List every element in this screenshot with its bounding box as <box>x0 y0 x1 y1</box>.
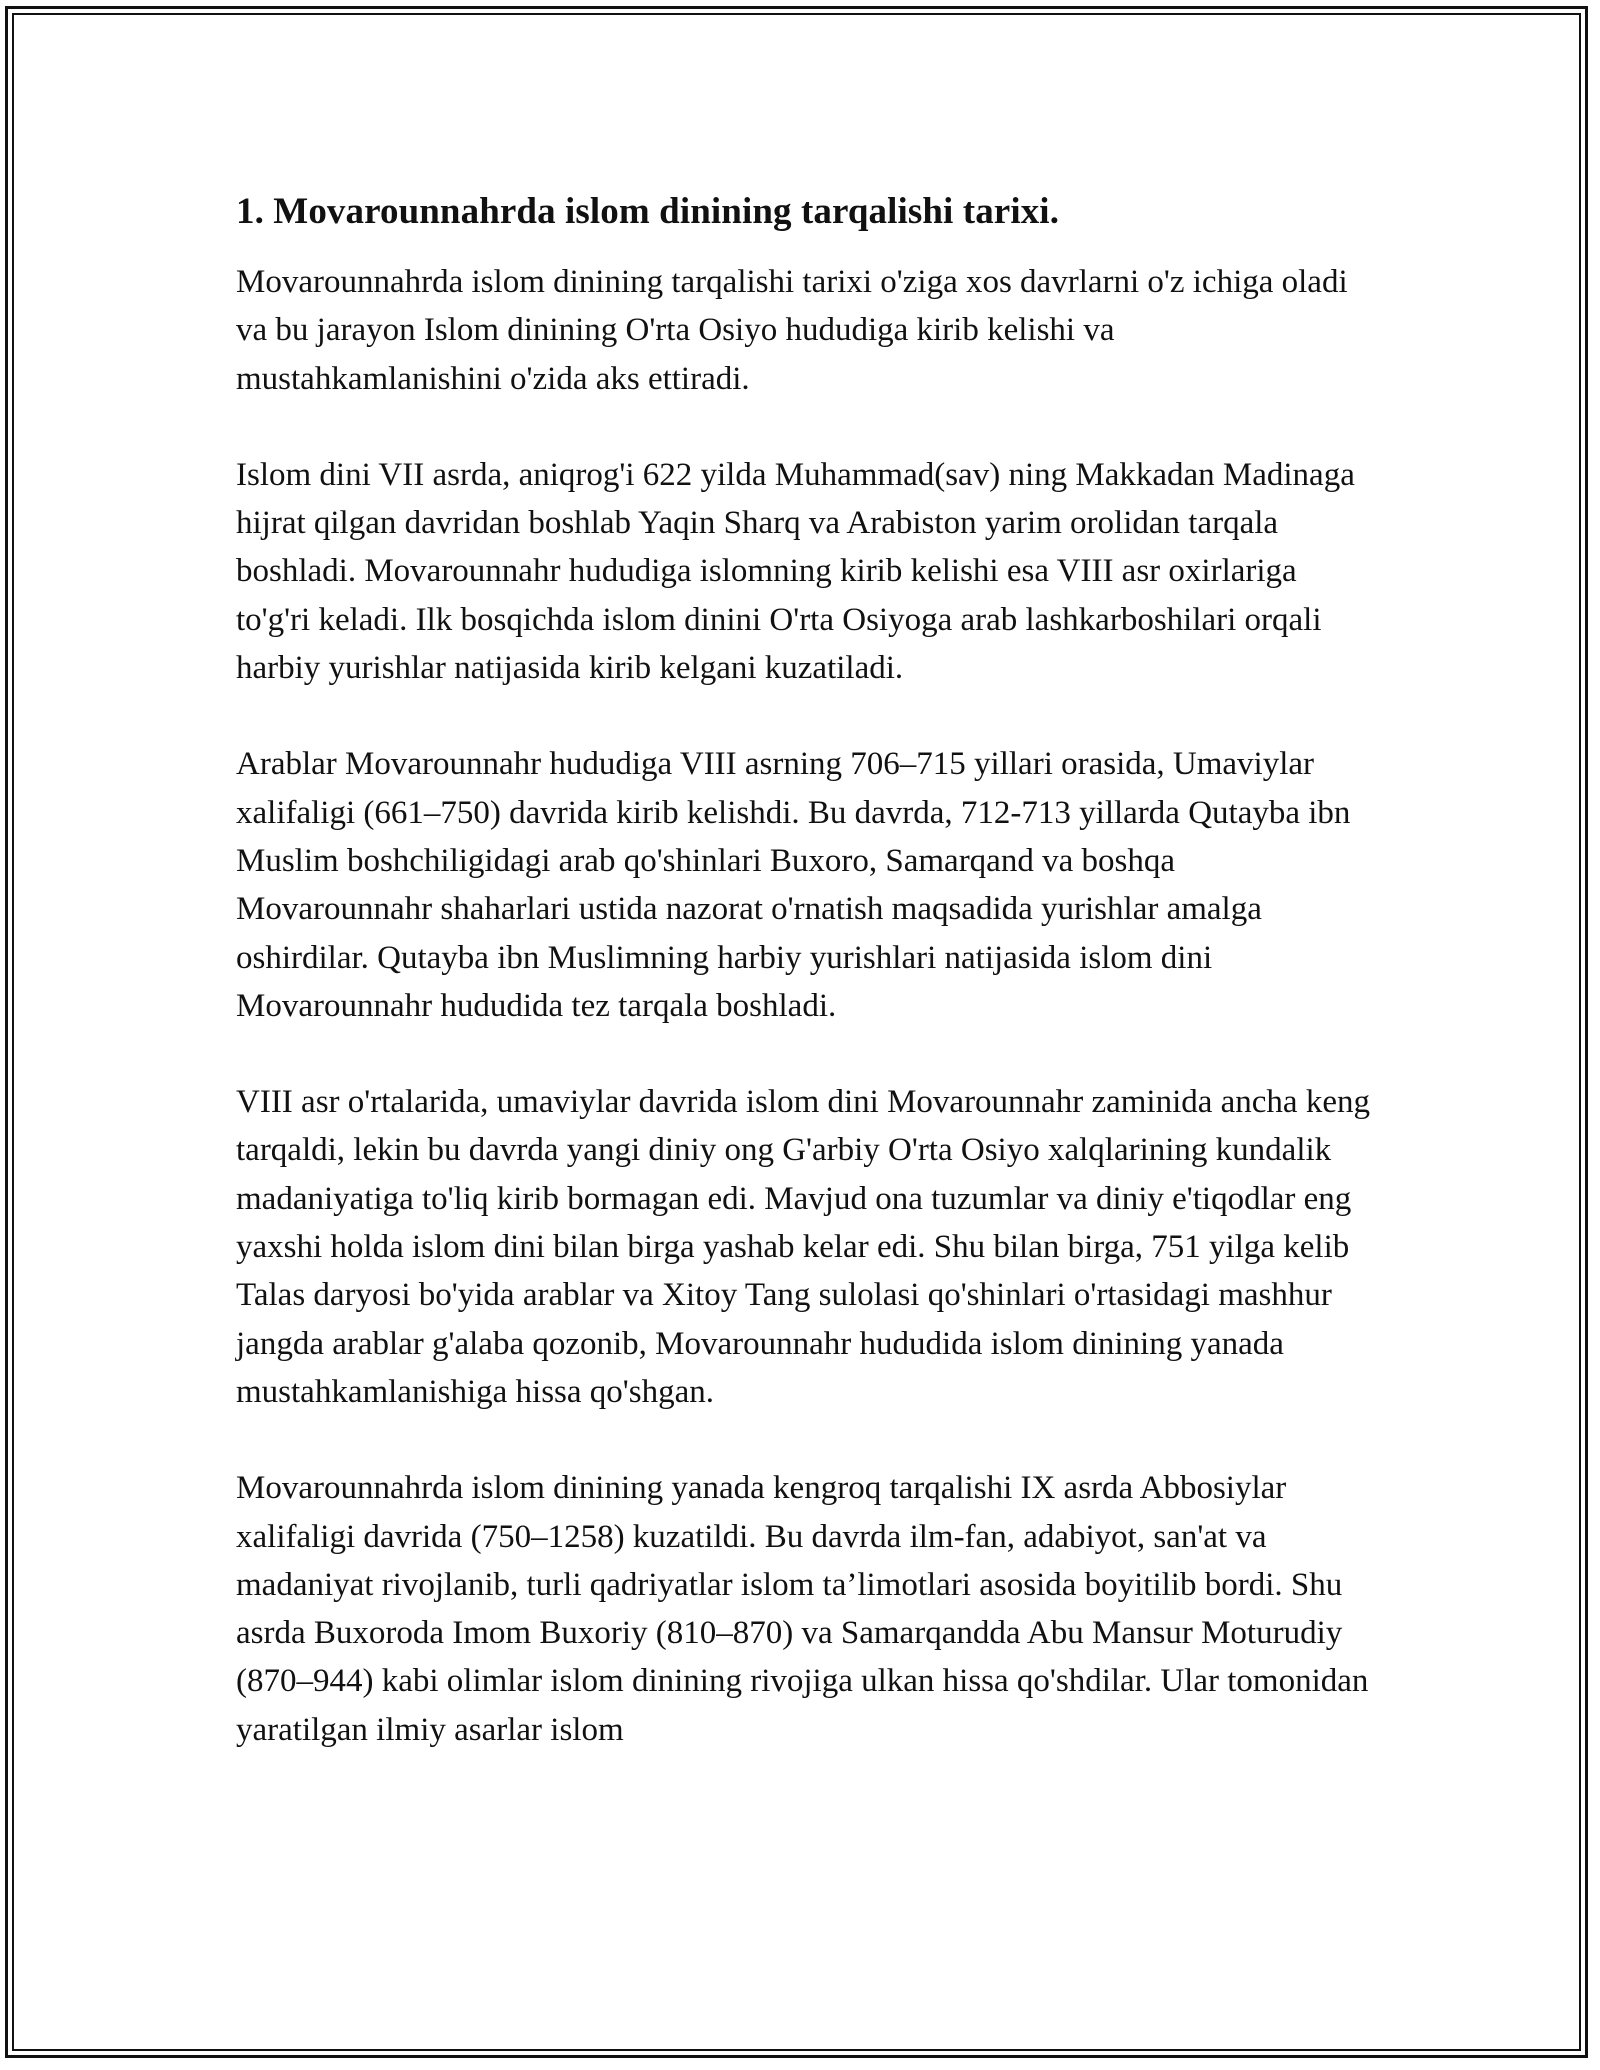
paragraph-abbasid-period: Movarounnahrda islom dinining yanada kengroq tarqalishi IX asrda Abbosiylar xalifaligi davrida (750–1258) kuzatildi. Bu davrda ilm-fan, adabiyot, san'at va madaniyat rivojlanib, turli qadriyatlar islom ta’limotlari asosida boyitilib bordi. Shu asrda Buxoroda Imom Buxoriy (810–870) va Samarqandda Abu Mansur Moturudiy (870–944) kabi olimlar islom dinining rivojiga ulkan hissa qo'shdilar. Ular tomonidan yaratilgan ilmiy asarlar islom <box>236 1470 1369 1748</box>
paragraph-umayyad-period: VIII asr o'rtalarida, umaviylar davrida islom dini Movarounnahr zaminida ancha keng tarqaldi, lekin bu davrda yangi diniy ong G'arbiy O'rta Osiyo xalqlarining kundalik madaniyatiga to'liq kirib bormagan edi. Mavjud ona tuzumlar va diniy e'tiqodlar eng yaxshi holda islom dini bilan birga yashab kelar edi. Shu bilan birga, 751 yilga kelib Talas daryosi bo'yida arablar va Xitoy Tang sulolasi qo'shinlari o'rtasidagi mashhur jangda arablar g'alaba qozonib, Movarounnahr hududida islom dinining yanada mustahkamlanishiga hissa qo'shgan. <box>236 1084 1370 1410</box>
paragraph-intro: Movarounnahrda islom dinining tarqalishi tarixi o'ziga xos davrlarni o'z ichiga oladi va bu jarayon Islom dinining O'rta Osiyo hududiga kirib kelishi va mustahkamlanishini o'zida aks ettiradi. <box>236 264 1348 397</box>
document-body <box>236 188 1376 1802</box>
section-heading: 1. Movarounnahrda islom dinining tarqalishi tarixi. <box>236 191 1060 232</box>
paragraph-arab-conquest: Arablar Movarounnahr hududiga VIII asrning 706–715 yillari orasida, Umaviylar xalifaligi (661–750) davrida kirib kelishdi. Bu davrda, 712-713 yillarda Qutayba ibn Muslim boshchiligidagi arab qo'shinlari Buxoro, Samarqand va boshqa Movarounnahr shaharlari ustida nazorat o'rnatish maqsadida yurishlar amalga oshirdilar. Qutayba ibn Muslimning harbiy yurishlari natijasida islom dini Movarounnahr hududida tez tarqala boshladi. <box>236 746 1351 1024</box>
paragraph-origins: Islom dini VII asrda, aniqrog'i 622 yilda Muhammad(sav) ning Makkadan Madinaga hijrat qilgan davridan boshlab Yaqin Sharq va Arabiston yarim orolidan tarqala boshladi. Movarounnahr hududiga islomning kirib kelishi esa VIII asr oxirlariga to'g'ri keladi. Ilk bosqichda islom dinini O'rta Osiyoga arab lashkarboshilari orqali harbiy yurishlar natijasida kirib kelgani kuzatiladi. <box>236 456 1355 687</box>
